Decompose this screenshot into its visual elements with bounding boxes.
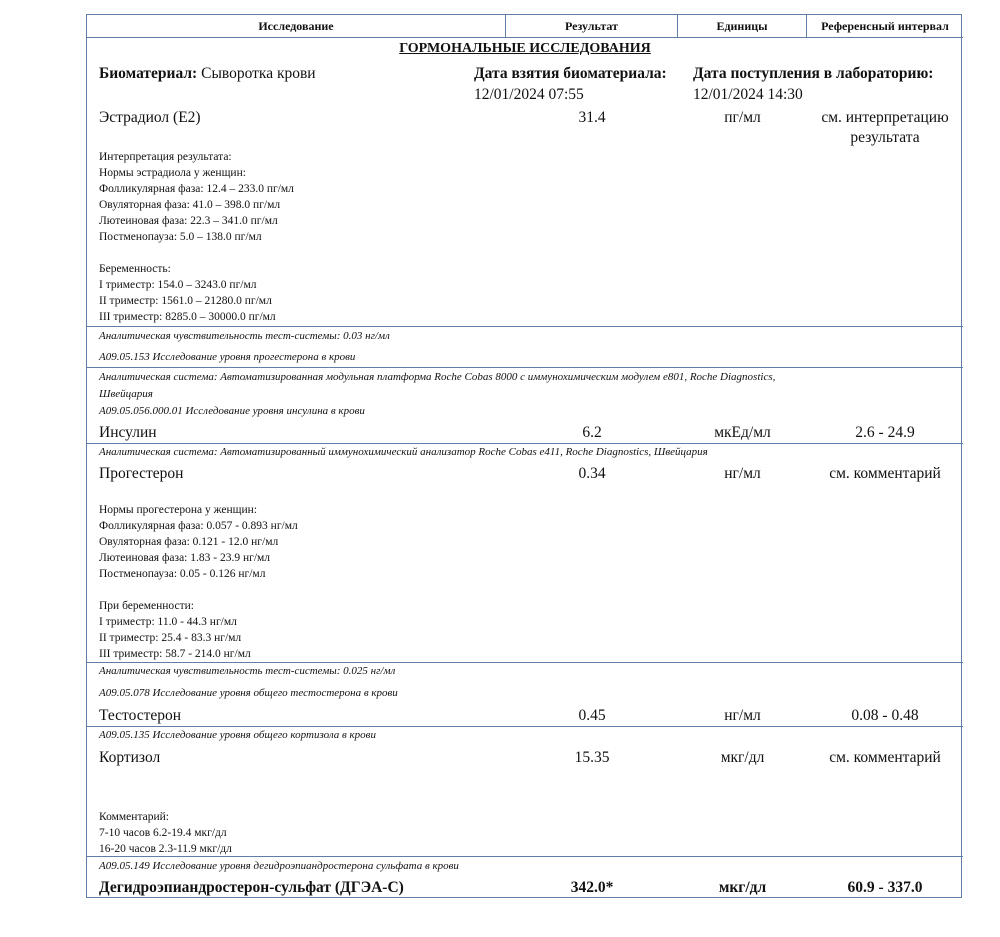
progesterone-preg-line: При беременности: xyxy=(99,600,194,612)
row-divider xyxy=(87,367,963,368)
testosterone-name: Тестостерон xyxy=(99,707,182,724)
row-divider xyxy=(87,443,963,444)
received-date-value: 12/01/2024 14:30 xyxy=(693,86,803,103)
insulin-name: Инсулин xyxy=(99,424,157,441)
progesterone-norm-line: Овуляторная фаза: 0.121 - 12.0 нг/мл xyxy=(99,536,279,548)
estradiol-preg-line: II триместр: 1561.0 – 21280.0 пг/мл xyxy=(99,295,272,307)
insulin-code: A09.05.056.000.01 Исследование уровня инсулина в крови xyxy=(99,405,365,417)
estradiol-result: 31.4 xyxy=(578,109,606,126)
results-table xyxy=(86,14,962,898)
estradiol-preg-line: I триместр: 154.0 – 3243.0 пг/мл xyxy=(99,279,257,291)
cortisol-comment-line: 7-10 часов 6.2-19.4 мкг/дл xyxy=(99,827,227,839)
biomaterial-value: Сыворотка крови xyxy=(201,65,316,82)
progesterone-preg-line: II триместр: 25.4 - 83.3 нг/мл xyxy=(99,632,242,644)
insulin-system-2: Швейцария xyxy=(99,388,153,400)
testosterone-units: нг/мл xyxy=(724,707,761,724)
estradiol-interp-line: Интерпретация результата: xyxy=(99,151,232,163)
cortisol-comment xyxy=(99,809,232,857)
cortisol-code: A09.05.135 Исследование уровня общего кортизола в крови xyxy=(99,729,376,741)
progesterone-norm-line: Лютеиновая фаза: 1.83 - 23.9 нг/мл xyxy=(99,552,271,564)
estradiol-interp-line: Нормы эстрадиола у женщин: xyxy=(99,167,246,179)
testosterone-result: 0.45 xyxy=(578,707,606,724)
row-divider xyxy=(87,726,963,727)
estradiol-ref-2: результата xyxy=(850,129,920,146)
biomaterial-label: Биоматериал: xyxy=(99,65,198,82)
progesterone-ref: см. комментарий xyxy=(829,465,941,482)
estradiol-pregnancy xyxy=(99,261,276,325)
section-title: ГОРМОНАЛЬНЫЕ ИССЛЕДОВАНИЯ xyxy=(399,41,651,56)
taken-date-label: Дата взятия биоматериала: xyxy=(474,65,667,82)
received-date-label: Дата поступления в лабораторию: xyxy=(693,65,934,82)
biomaterial xyxy=(99,65,316,83)
estradiol-interp-line: Постменопауза: 5.0 – 138.0 пг/мл xyxy=(99,231,262,243)
dhea-result: 342.0* xyxy=(570,879,614,896)
cortisol-name: Кортизол xyxy=(99,749,161,766)
row-divider xyxy=(87,856,963,857)
progesterone-norm-line: Фолликулярная фаза: 0.057 - 0.893 нг/мл xyxy=(99,520,298,532)
taken-date-value: 12/01/2024 07:55 xyxy=(474,86,584,103)
cortisol-ref: см. комментарий xyxy=(829,749,941,766)
row-divider xyxy=(87,662,963,663)
estradiol-preg-line: Беременность: xyxy=(99,263,171,275)
estradiol-interp-line: Фолликулярная фаза: 12.4 – 233.0 пг/мл xyxy=(99,183,294,195)
insulin-ref: 2.6 - 24.9 xyxy=(855,424,915,441)
estradiol-interp-line: Лютеиновая фаза: 22.3 – 341.0 пг/мл xyxy=(99,215,278,227)
header-units: Единицы xyxy=(678,15,807,38)
cortisol-units: мкг/дл xyxy=(720,749,765,766)
insulin-result: 6.2 xyxy=(582,424,602,441)
estradiol-interpretation xyxy=(99,149,294,245)
estradiol-units: пг/мл xyxy=(724,109,761,126)
estradiol-ref-1: см. интерпретацию xyxy=(821,109,949,126)
insulin-system-1: Аналитическая система: Автоматизированная модульная платформа Roche Cobas 8000 с иммунохимическим модулем e801, Roche Diagnostics, xyxy=(99,371,776,383)
cortisol-comment-line: 16-20 часов 2.3-11.9 мкг/дл xyxy=(99,843,232,855)
estradiol-name: Эстрадиол (Е2) xyxy=(99,109,201,126)
progesterone-preg-line: III триместр: 58.7 - 214.0 нг/мл xyxy=(99,648,251,660)
cortisol-comment-line: Комментарий: xyxy=(99,811,169,823)
testosterone-code: A09.05.078 Исследование уровня общего тестостерона в крови xyxy=(99,687,398,699)
dhea-name: Дегидроэпиандростерон-сульфат (ДГЭА-С) xyxy=(99,879,404,896)
estradiol-preg-line: III триместр: 8285.0 – 30000.0 пг/мл xyxy=(99,311,276,323)
testosterone-ref: 0.08 - 0.48 xyxy=(851,707,919,724)
progesterone-name: Прогестерон xyxy=(99,465,184,482)
progesterone-sensitivity: Аналитическая чувствительность тест-системы: 0.025 нг/мл xyxy=(99,665,396,677)
progesterone-norms xyxy=(99,502,298,582)
cortisol-result: 15.35 xyxy=(574,749,610,766)
header-study: Исследование xyxy=(87,15,506,38)
estradiol-interp-line: Овуляторная фаза: 41.0 – 398.0 пг/мл xyxy=(99,199,281,211)
progesterone-norm-line: Постменопауза: 0.05 - 0.126 нг/мл xyxy=(99,568,266,580)
progesterone-preg-line: I триместр: 11.0 - 44.3 нг/мл xyxy=(99,616,237,628)
progesterone-pregnancy xyxy=(99,598,251,662)
header-reference: Референсный интервал xyxy=(807,15,963,38)
progesterone-code: A09.05.153 Исследование уровня прогестерона в крови xyxy=(99,351,356,363)
estradiol-sensitivity: Аналитическая чувствительность тест-системы: 0.03 нг/мл xyxy=(99,330,390,342)
insulin-units: мкЕд/мл xyxy=(714,424,771,441)
header-result: Результат xyxy=(506,15,678,38)
dhea-ref: 60.9 - 337.0 xyxy=(847,879,923,896)
progesterone-norm-line: Нормы прогестерона у женщин: xyxy=(99,504,258,516)
dhea-units: мкг/дл xyxy=(718,879,767,896)
progesterone-result: 0.34 xyxy=(578,465,606,482)
row-divider xyxy=(87,326,963,327)
progesterone-units: нг/мл xyxy=(724,465,761,482)
progesterone-system: Аналитическая система: Автоматизированный иммунохимический анализатор Roche Cobas e411, Roche Diagnostics, Швейцария xyxy=(99,446,708,458)
dhea-code: A09.05.149 Исследование уровня дегидроэпиандростерона сульфата в крови xyxy=(99,860,459,872)
